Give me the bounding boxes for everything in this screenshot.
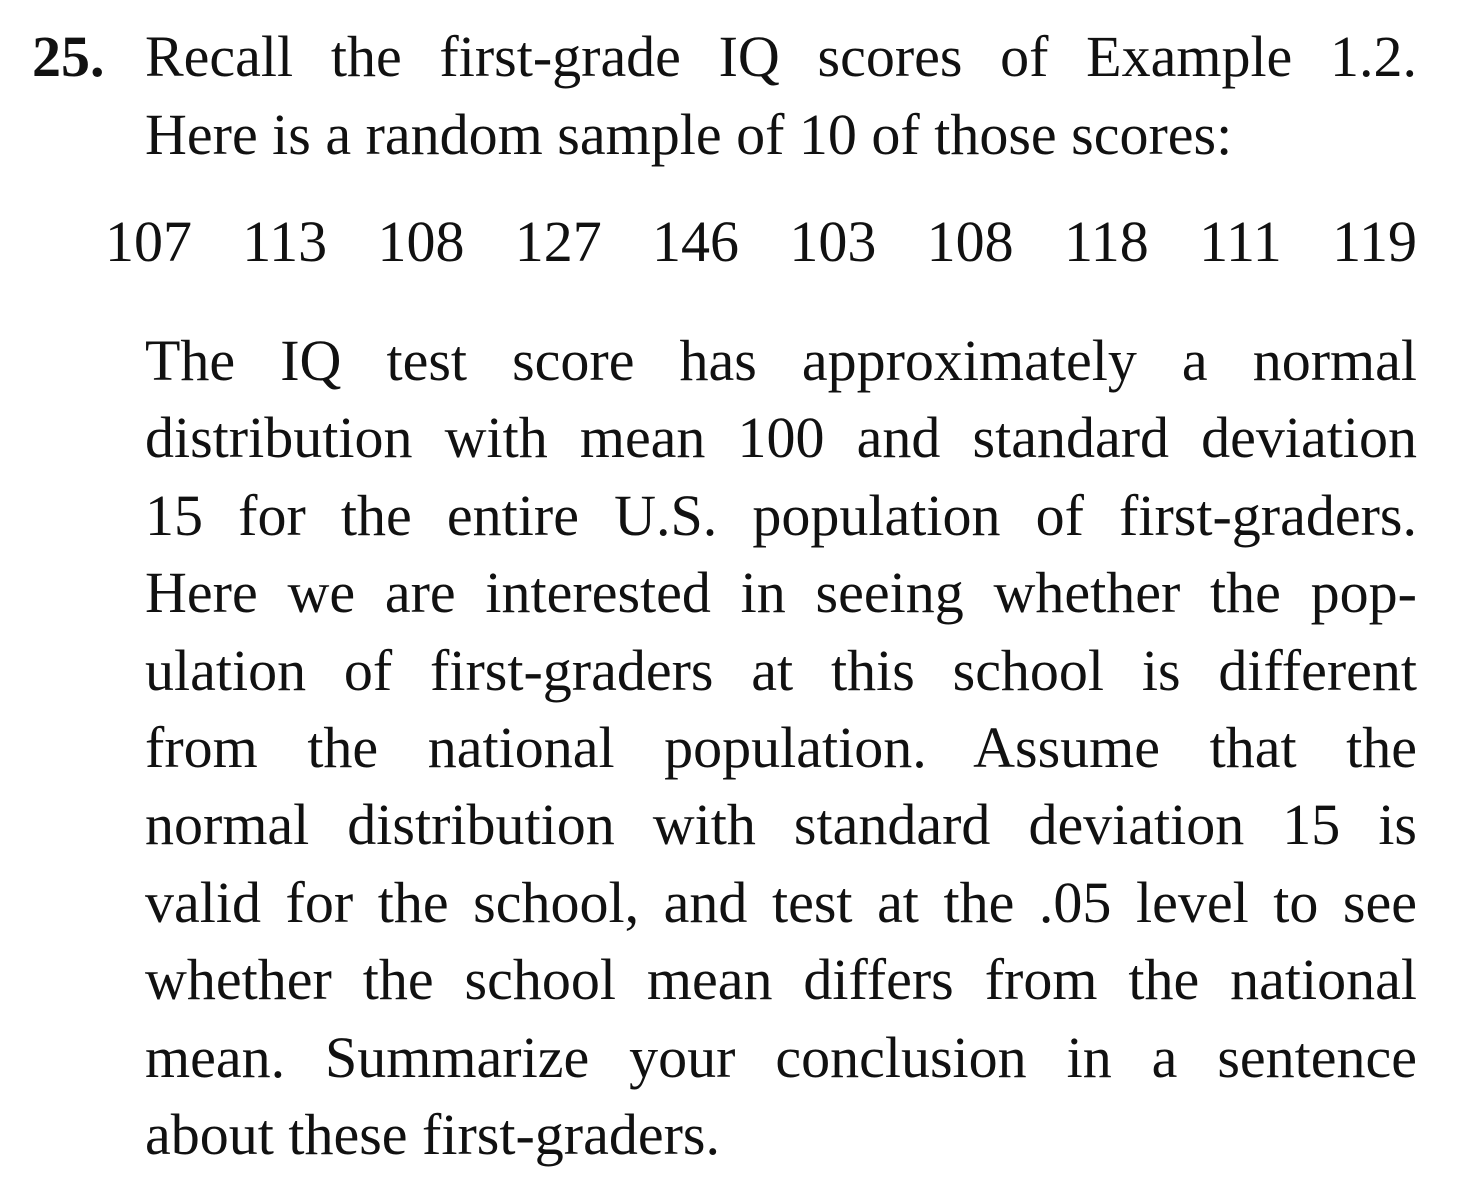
body-line: whether the school mean differs from the national xyxy=(145,947,1417,1013)
score-value: 146 xyxy=(652,209,740,274)
score-value: 111 xyxy=(1199,209,1282,274)
score-value: 108 xyxy=(377,209,465,274)
body-line: normal distribution with standard deviation 15 is xyxy=(145,792,1417,858)
score-value: 127 xyxy=(514,209,602,274)
score-value: 103 xyxy=(789,209,877,274)
body-line: mean. Summarize your conclusion in a sentence xyxy=(145,1024,1417,1090)
score-value: 119 xyxy=(1332,209,1417,274)
exercise-body xyxy=(145,322,1417,1173)
score-value: 113 xyxy=(242,209,328,274)
score-list xyxy=(105,203,1417,281)
body-line: The IQ test score has approximately a normal xyxy=(145,328,1417,393)
exercise-intro xyxy=(145,18,1417,174)
body-line: 15 for the entire U.S. population of first-graders. xyxy=(145,482,1417,548)
intro-line: Here is a random sample of 10 of those scores: xyxy=(145,102,1233,167)
body-line: distribution with mean 100 and standard deviation xyxy=(145,405,1417,471)
score-value: 107 xyxy=(105,209,192,274)
score-value: 118 xyxy=(1063,209,1149,274)
body-line: valid for the school, and test at the .05 level to see xyxy=(145,869,1417,935)
score-value: 108 xyxy=(926,209,1014,274)
exercise-number: 25. xyxy=(32,24,105,89)
body-line: about these first-graders. xyxy=(145,1102,720,1168)
body-line: Here we are interested in seeing whether the pop- xyxy=(145,560,1417,626)
body-line: from the national population. Assume that the xyxy=(145,715,1417,781)
body-line: ulation of first-graders at this school is different xyxy=(145,637,1417,703)
intro-line: Recall the first-grade IQ scores of Example 1.2. xyxy=(145,24,1417,89)
